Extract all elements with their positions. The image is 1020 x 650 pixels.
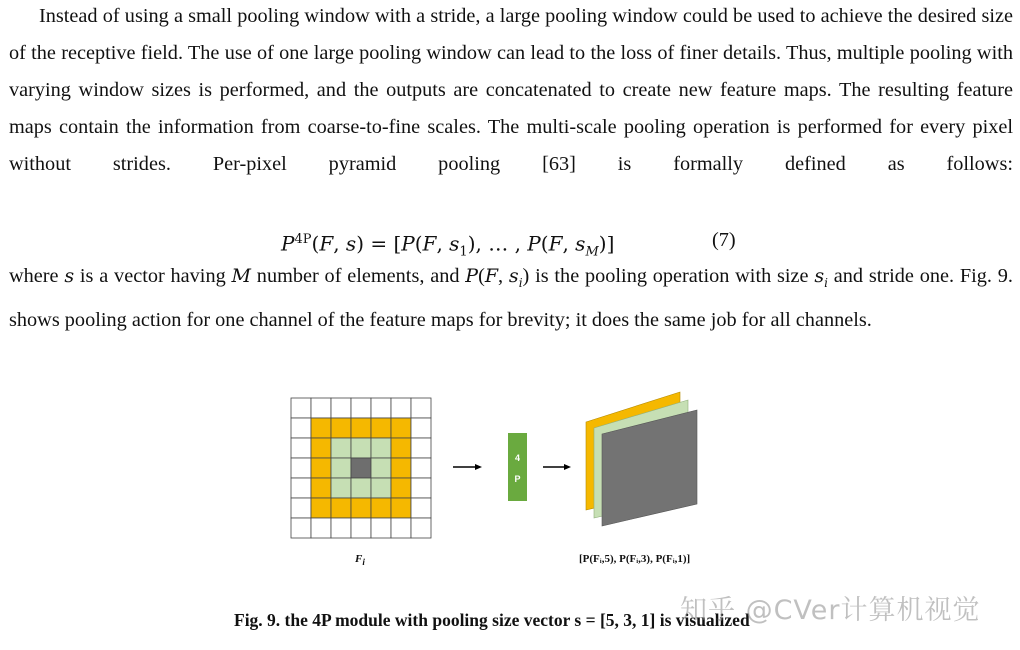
grid-cell — [411, 498, 431, 518]
grid-cell — [371, 418, 391, 438]
equation-number: (7) — [712, 229, 736, 251]
grid-cell — [411, 518, 431, 538]
figure-diagram — [280, 390, 740, 580]
paragraph-2: where s is a vector having M number of elements, and P(F, $s_i$) is the pooling operation with size $s_i$ and stride one. Fig. 9. shows pooling action for one channel of the feature maps for brevity; it does the same job for all channels. — [9, 265, 1014, 331]
grid-cell — [371, 498, 391, 518]
grid-cell — [331, 418, 351, 438]
grid-cell — [411, 458, 431, 478]
grid-cell — [311, 498, 331, 518]
grid-cell — [331, 458, 351, 478]
grid-cell — [351, 518, 371, 538]
paragraph-1: Instead of using a small pooling window with a stride, a large pooling window could be used to achieve the desired size of the receptive field. The use of one large pooling window can lead to the loss of finer details. Thus, multiple pooling with varying window sizes is performed, and the outputs are concatenated to create new feature maps. The resulting feature maps contain the information from coarse-to-fine scales. The multi-scale pooling operation is performed for every pixel without strides. Per-pixel pyramid pooling [63] is formally defined as follows: — [9, 5, 1013, 175]
grid-cell — [371, 398, 391, 418]
output-feature-maps — [586, 392, 697, 526]
grid-cell — [371, 518, 391, 538]
grid-cell — [351, 478, 371, 498]
grid-cell — [311, 438, 331, 458]
grid-cell — [371, 478, 391, 498]
grid-cell — [391, 498, 411, 518]
equation-7: $P^{4P}(F$, s) = [P(F, $s_1$), … , P(F, $s_M$)] — [281, 231, 615, 260]
grid-cell — [291, 418, 311, 438]
grid-label: $F_i$ — [355, 553, 365, 568]
module-label-p: P — [514, 474, 521, 484]
grid-cell — [371, 458, 391, 478]
pooling-grid — [291, 398, 431, 538]
grid-cell — [291, 518, 311, 538]
grid-cell — [351, 458, 371, 478]
grid-cell — [311, 458, 331, 478]
grid-cell — [331, 438, 351, 458]
grid-cell — [291, 398, 311, 418]
grid-cell — [371, 438, 391, 458]
module-label-4: 4 — [514, 453, 521, 463]
grid-cell — [351, 398, 371, 418]
grid-cell — [311, 418, 331, 438]
grid-cell — [391, 458, 411, 478]
grid-cell — [391, 518, 411, 538]
grid-cell — [291, 458, 311, 478]
output-label: [P(Fᵢ,5), P(Fᵢ,3), P(Fᵢ,1)] — [579, 553, 691, 565]
grid-cell — [331, 478, 351, 498]
grid-cell — [411, 478, 431, 498]
grid-cell — [391, 418, 411, 438]
grid-cell — [351, 438, 371, 458]
grid-cell — [291, 438, 311, 458]
grid-cell — [391, 398, 411, 418]
figure-9 — [280, 390, 740, 585]
grid-cell — [331, 498, 351, 518]
grid-cell — [411, 438, 431, 458]
grid-cell — [311, 398, 331, 418]
figure-caption: Fig. 9. the 4P module with pooling size vector s = [5, 3, 1] is visualized — [234, 610, 750, 630]
grid-cell — [411, 398, 431, 418]
grid-cell — [331, 518, 351, 538]
grid-cell — [411, 418, 431, 438]
grid-cell — [351, 498, 371, 518]
grid-cell — [331, 398, 351, 418]
grid-cell — [291, 498, 311, 518]
grid-cell — [311, 518, 331, 538]
watermark: 知乎 @CVer计算机视觉 — [680, 595, 981, 626]
grid-cell — [291, 478, 311, 498]
arrow-1 — [453, 464, 482, 470]
grid-cell — [391, 478, 411, 498]
4p-module-block — [508, 433, 527, 501]
grid-cell — [351, 418, 371, 438]
arrow-2 — [543, 464, 571, 470]
grid-cell — [311, 478, 331, 498]
grid-cell — [391, 438, 411, 458]
